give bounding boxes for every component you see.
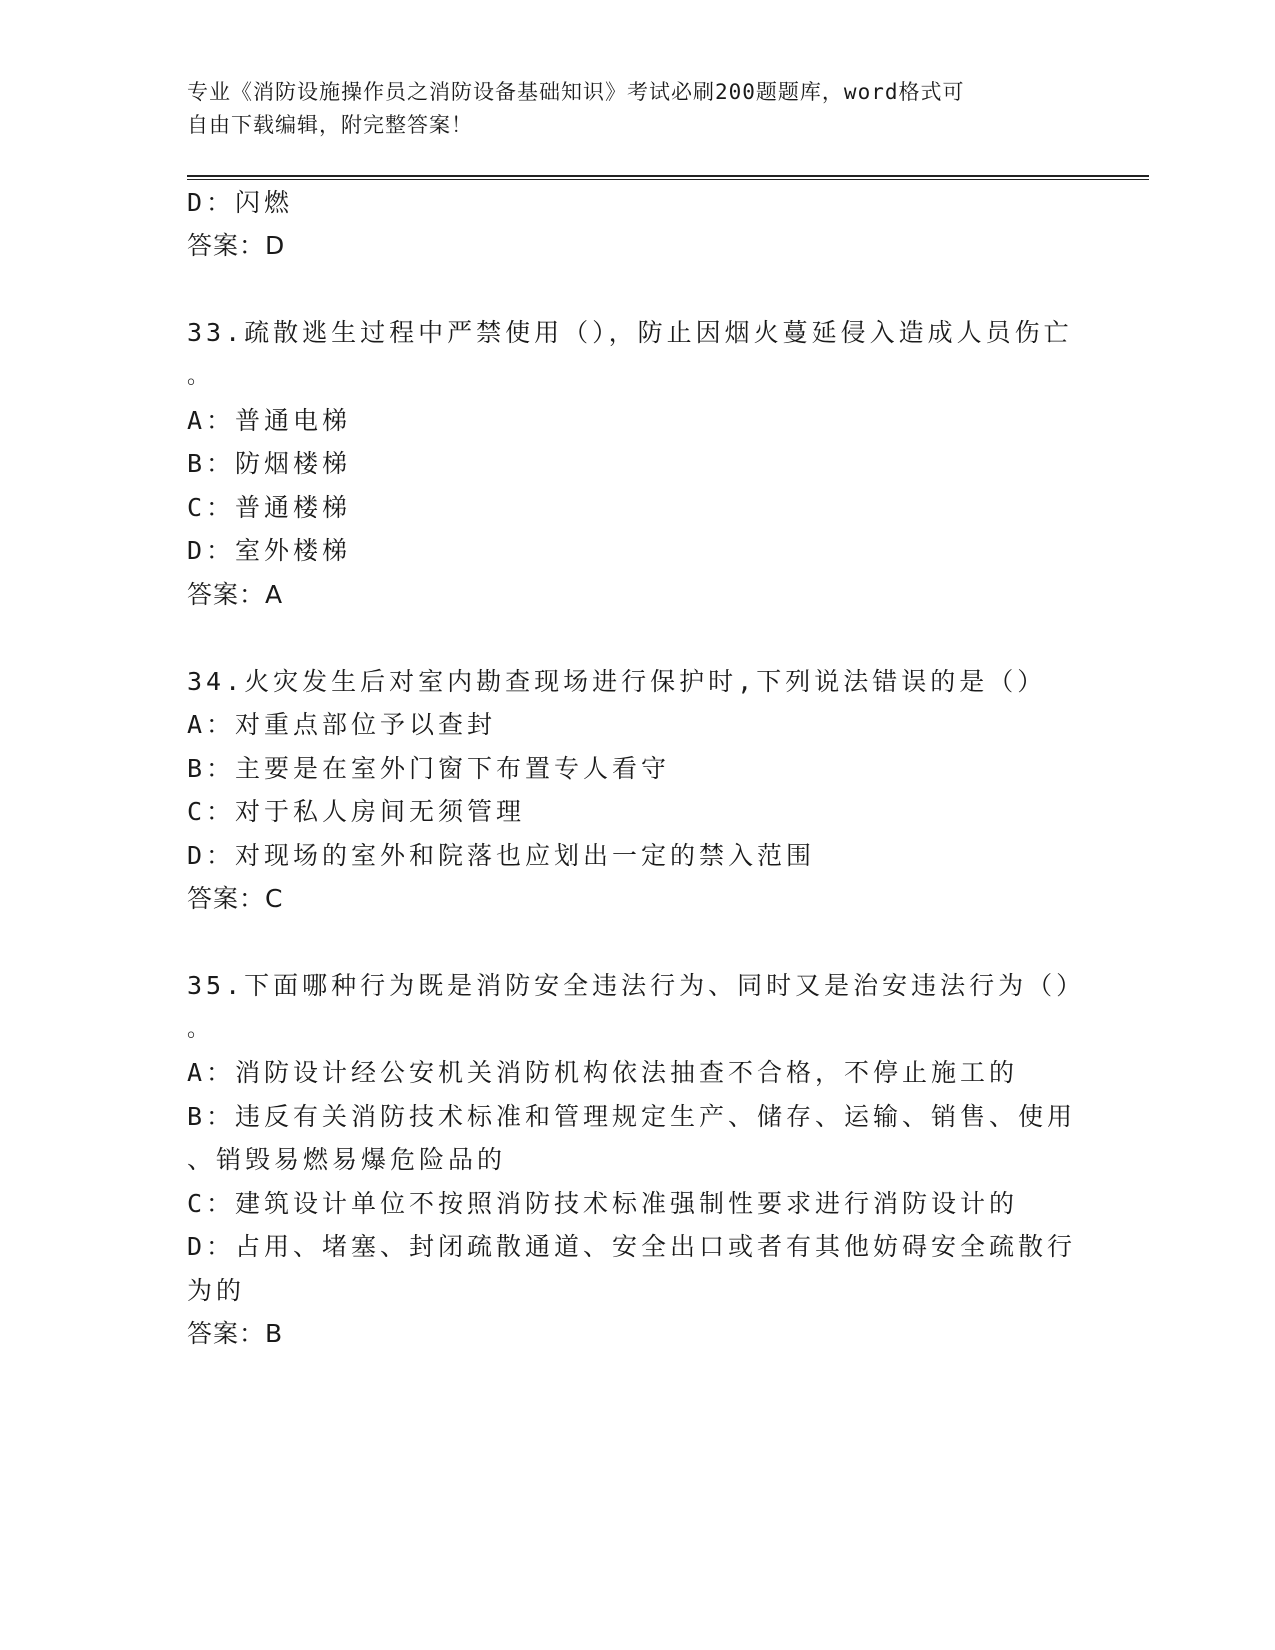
q33-option-b: B：防烟楼梯	[187, 449, 352, 478]
q34-option-a: A：对重点部位予以查封	[187, 710, 497, 739]
q33-stem: 33.疏散逃生过程中严禁使用（），防止因烟火蔓延侵入造成人员伤亡	[187, 318, 1073, 347]
q35-answer: 答案：B	[187, 1319, 284, 1348]
q35-stem: 35.下面哪种行为既是消防安全违法行为、同时又是治安违法行为（）	[187, 971, 1086, 1000]
q34-option-b: B：主要是在室外门窗下布置专人看守	[187, 754, 671, 783]
q35-stem-tail: 。	[187, 1017, 214, 1042]
q34-option-d: D：对现场的室外和院落也应划出一定的禁入范围	[187, 841, 816, 870]
q33-option-c: C：普通楼梯	[187, 493, 352, 522]
prev-answer: 答案：D	[187, 231, 286, 260]
prev-option-d: D：闪燃	[187, 188, 294, 217]
q33-option-a: A：普通电梯	[187, 406, 352, 435]
q35-option-d-cont: 为的	[187, 1276, 246, 1305]
q34-stem: 34.火灾发生后对室内勘查现场进行保护时,下列说法错误的是（）	[187, 667, 1047, 696]
header-line-2: 自由下载编辑，附完整答案！	[187, 113, 473, 137]
q34-answer: 答案：C	[187, 884, 284, 913]
q33-answer: 答案：A	[187, 580, 284, 609]
q35-option-c: C：建筑设计单位不按照消防技术标准强制性要求进行消防设计的	[187, 1189, 1019, 1218]
q33-stem-tail: 。	[187, 364, 214, 389]
q33-option-d: D：室外楼梯	[187, 536, 352, 565]
document-header	[187, 76, 1067, 142]
q34-option-c: C：对于私人房间无须管理	[187, 797, 526, 826]
q35-option-b-cont: 、销毁易燃易爆危险品的	[187, 1145, 507, 1174]
header-line-1: 专业《消防设施操作员之消防设备基础知识》考试必刷200题题库，word格式可	[187, 80, 965, 104]
q35-option-b: B：违反有关消防技术标准和管理规定生产、储存、运输、销售、使用	[187, 1102, 1077, 1131]
header-divider	[187, 175, 1149, 180]
q35-option-a: A：消防设计经公安机关消防机构依法抽查不合格，不停止施工的	[187, 1058, 1019, 1087]
q35-option-d: D：占用、堵塞、封闭疏散通道、安全出口或者有其他妨碍安全疏散行	[187, 1232, 1077, 1261]
